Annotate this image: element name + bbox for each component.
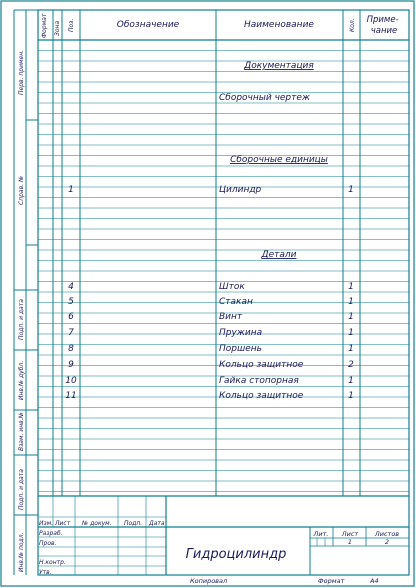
row-4-pos: 6 <box>68 312 74 322</box>
footer-format-value: А4 <box>370 577 379 585</box>
margin-sign-date-2: Подп. и дата <box>18 469 25 510</box>
header-qty: Кол. <box>349 18 356 32</box>
margin-inv-dup: Инв.№ дубл. <box>18 360 25 400</box>
row-9-name: Кольцо защитное <box>219 391 304 401</box>
row-9-pos: 11 <box>65 391 77 401</box>
row-8-name: Гайка стопорная <box>219 376 299 386</box>
margin-sign-date-1: Подп. и дата <box>18 299 25 340</box>
tb-sheets-label: Листов <box>374 530 400 538</box>
tb-lit: Лит. <box>313 530 329 538</box>
tb-sheets-value: 2 <box>384 538 390 546</box>
row-8-pos: 10 <box>65 376 77 386</box>
header-zone: Зона <box>54 20 61 36</box>
header-note: Приме- чание <box>366 15 399 36</box>
row-6-qty: 1 <box>348 344 354 354</box>
tb-change: Изм. <box>39 520 54 527</box>
margin-replaces-inv: Взам. инв.№ <box>18 412 25 451</box>
section-documentation: Документация <box>244 61 314 71</box>
tb-doc-no: № докум. <box>82 520 112 527</box>
row-3-pos: 5 <box>68 297 74 307</box>
row-lines <box>38 51 409 492</box>
tb-developed: Разраб. <box>39 530 63 537</box>
row-6-pos: 8 <box>68 344 74 354</box>
tb-norm-control: Н.контр. <box>39 559 66 566</box>
row-7-name: Кольцо защитное <box>219 360 304 370</box>
tb-signature: Подп. <box>124 520 143 527</box>
row-2-pos: 4 <box>68 282 74 292</box>
row-7-pos: 9 <box>68 360 74 370</box>
row-8-qty: 1 <box>348 376 354 386</box>
row-1-pos: 1 <box>68 185 74 195</box>
header-name: Наименование <box>244 20 314 30</box>
margin-first-use: Перв. примен. <box>18 49 25 95</box>
row-2-qty: 1 <box>348 282 354 292</box>
margin-inv-orig: Инв.№ подл. <box>18 532 25 572</box>
tb-checked: Пров. <box>39 540 57 547</box>
document-title: Гидроцилиндр <box>185 547 287 562</box>
row-3-name: Стакан <box>219 297 253 307</box>
row-4-qty: 1 <box>348 312 354 322</box>
row-1-name: Цилиндр <box>219 185 262 195</box>
header-pos: Поз. <box>68 18 75 32</box>
tb-approved: Утв. <box>39 569 52 576</box>
row-5-qty: 1 <box>348 328 354 338</box>
row-2-name: Шток <box>219 282 245 292</box>
outer-frame <box>1 1 414 586</box>
tb-sheet-value: 1 <box>347 538 353 546</box>
tb-sheet: Лист <box>55 520 71 527</box>
tb-sheet-label: Лист <box>341 530 359 538</box>
header-designation: Обозначение <box>116 20 180 30</box>
row-6-name: Поршень <box>219 344 262 354</box>
footer-format-label: Формат <box>318 577 345 585</box>
section-assemblies: Сборочные единицы <box>230 155 328 165</box>
footer-copied: Копировал <box>190 577 228 585</box>
row-1-qty: 1 <box>348 185 354 195</box>
row-5-pos: 7 <box>68 328 74 338</box>
row-4-name: Винт <box>219 312 243 322</box>
row-0-name: Сборочный чертеж <box>219 93 311 103</box>
margin-ref-no: Справ. № <box>18 175 25 205</box>
row-9-qty: 1 <box>348 391 354 401</box>
row-5-name: Пружина <box>219 328 263 338</box>
tb-date: Дата <box>149 520 165 527</box>
row-7-qty: 2 <box>348 360 354 370</box>
header-format: Формат <box>41 13 48 38</box>
section-parts: Детали <box>261 250 297 260</box>
row-3-qty: 1 <box>348 297 354 307</box>
